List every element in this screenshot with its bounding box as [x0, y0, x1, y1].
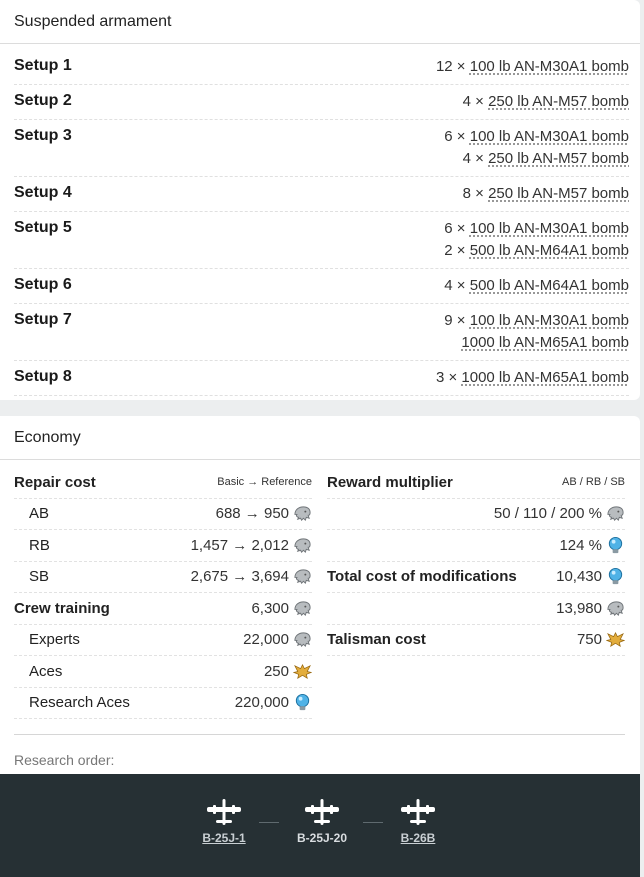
economy-title: Economy: [0, 416, 640, 460]
bomb-link[interactable]: 1000 lb AN-M65A1 bomb: [461, 369, 629, 386]
setup-label: Setup 3: [14, 127, 72, 144]
bomber-icon: [189, 798, 259, 826]
modifications-label: Total cost of modifications: [327, 568, 517, 586]
bomb-count: 12 ×: [435, 58, 470, 75]
bomb-link[interactable]: 100 lb AN-M30A1 bomb: [469, 58, 629, 75]
bomb-link[interactable]: 100 lb AN-M30A1 bomb: [469, 312, 629, 329]
talisman-value: 750: [576, 631, 602, 649]
bomb-count: 2 ×: [444, 242, 470, 259]
armament-item: [444, 218, 629, 240]
economy-sub-row: [14, 499, 312, 531]
armament-item: [444, 332, 629, 354]
armament-setup-row: [14, 85, 629, 120]
bomb-count: 9 ×: [444, 312, 470, 329]
armament-setup-row: [14, 212, 629, 269]
economy-sub-row: [14, 688, 312, 720]
silver-lion-icon: [606, 599, 625, 618]
repair-cost-label: Repair cost: [14, 473, 96, 491]
economy-sub-value: 688 → 950: [215, 505, 289, 523]
modifications-sl-value: 13,980: [556, 599, 602, 617]
silver-lion-icon: [606, 504, 625, 523]
reward-multiplier-label: Reward multiplier: [327, 473, 453, 491]
research-tree: [0, 774, 640, 877]
bomb-link[interactable]: 250 lb AN-M57 bomb: [488, 93, 629, 110]
economy-sub-label: Experts: [29, 631, 80, 649]
silver-lion-icon: [293, 504, 312, 523]
crew-training-row: [14, 593, 312, 625]
research-order-label: Research order:: [14, 752, 115, 768]
armament-item: [463, 91, 629, 113]
tree-plane-b25j1[interactable]: [189, 798, 259, 845]
setup-label: Setup 6: [14, 276, 72, 293]
reward-multiplier-hint: AB / RB / SB: [562, 476, 625, 489]
setup-label: Setup 7: [14, 311, 72, 328]
bomber-icon: [287, 798, 357, 826]
reward-sl-value: 50 / 110 / 200 %: [493, 505, 602, 523]
armament-item: [444, 310, 629, 332]
economy-sub-label: Aces: [29, 662, 63, 680]
armament-item: [463, 183, 629, 205]
modifications-row: [327, 562, 625, 594]
golden-eagle-icon: [293, 662, 312, 681]
setup-label: Setup 4: [14, 184, 72, 201]
economy-right-column: [327, 467, 625, 656]
silver-lion-icon: [293, 630, 312, 649]
modifications-rp-value: 10,430: [556, 568, 602, 586]
plane-name[interactable]: B-25J-1: [202, 831, 246, 845]
silver-lion-icon: [293, 567, 312, 586]
economy-sub-label: SB: [29, 568, 50, 586]
bomb-link[interactable]: 250 lb AN-M57 bomb: [488, 150, 629, 167]
divider: [14, 734, 625, 735]
armament-setup-row: [14, 304, 629, 361]
bomb-count: 3 ×: [435, 369, 462, 386]
research-point-icon: [606, 567, 625, 586]
armament-setup-row: [14, 120, 629, 177]
armament-setup-row: [14, 361, 629, 396]
armament-item: [444, 148, 629, 170]
setup-label: Setup 8: [14, 368, 72, 385]
armament-item: [436, 56, 629, 78]
bomb-count: 6 ×: [444, 128, 470, 145]
economy-sub-row: [14, 562, 312, 594]
reward-multiplier-header: [327, 467, 625, 499]
repair-cost-hint: Basic → Reference: [217, 476, 312, 489]
economy-sub-label: RB: [29, 536, 50, 554]
economy-sub-value: 250: [263, 662, 289, 680]
economy-sub-label: AB: [29, 505, 50, 523]
armament-item: [436, 367, 629, 389]
economy-sub-row: [14, 625, 312, 657]
plane-name: B-25J-20: [296, 831, 348, 845]
armament-setup-row: [14, 50, 629, 85]
setup-label: Setup 1: [14, 57, 72, 74]
silver-lion-icon: [293, 599, 312, 618]
setup-label: Setup 2: [14, 92, 72, 109]
economy-left-column: [14, 467, 312, 719]
repair-cost-header: [14, 467, 312, 499]
bomb-count: 8 ×: [462, 185, 489, 202]
economy-sub-label: Research Aces: [29, 694, 130, 712]
armament-setup-row: [14, 269, 629, 304]
economy-sub-value: 2,675 → 3,694: [190, 568, 289, 586]
modifications-sl-row: [327, 593, 625, 625]
crew-training-label: Crew training: [14, 599, 110, 617]
silver-lion-icon: [293, 536, 312, 555]
research-point-icon: [293, 693, 312, 712]
tree-plane-b26b[interactable]: [383, 798, 453, 845]
bomb-link[interactable]: 100 lb AN-M30A1 bomb: [469, 128, 629, 145]
economy-sub-row: [14, 530, 312, 562]
armament-setup-row: [14, 177, 629, 212]
bomb-link[interactable]: 250 lb AN-M57 bomb: [488, 185, 629, 202]
reward-rp-row: [327, 530, 625, 562]
golden-eagle-icon: [606, 630, 625, 649]
armament-list: [14, 50, 629, 396]
bomb-link[interactable]: 100 lb AN-M30A1 bomb: [469, 220, 629, 237]
bomb-link[interactable]: 1000 lb AN-M65A1 bomb: [461, 334, 629, 351]
talisman-row: [327, 625, 625, 657]
bomb-count: 6 ×: [444, 220, 470, 237]
tree-connector: [259, 822, 279, 823]
economy-sub-value: 220,000: [234, 694, 289, 712]
armament-item: [444, 275, 629, 297]
setup-label: Setup 5: [14, 219, 72, 236]
armament-item: [444, 126, 629, 148]
armament-item: [444, 240, 629, 262]
economy-sub-value: 1,457 → 2,012: [190, 536, 289, 554]
tree-plane-b25j20[interactable]: [287, 798, 357, 845]
reward-rp-value: 124 %: [559, 536, 602, 554]
tree-connector: [363, 822, 383, 823]
bomber-icon: [383, 798, 453, 826]
bomb-count: 4 ×: [462, 93, 489, 110]
bomb-count: 4 ×: [462, 150, 489, 167]
bomb-link[interactable]: 500 lb AN-M64A1 bomb: [469, 242, 629, 259]
bomb-count: 4 ×: [444, 277, 470, 294]
reward-sl-row: [327, 499, 625, 531]
research-point-icon: [606, 536, 625, 555]
armament-title: Suspended armament: [0, 0, 640, 44]
economy-sub-value: 22,000: [243, 631, 289, 649]
economy-sub-row: [14, 656, 312, 688]
plane-name[interactable]: B-26B: [400, 831, 436, 845]
bomb-link[interactable]: 500 lb AN-M64A1 bomb: [469, 277, 629, 294]
crew-training-value: 6,300: [251, 599, 289, 617]
talisman-label: Talisman cost: [327, 631, 426, 649]
